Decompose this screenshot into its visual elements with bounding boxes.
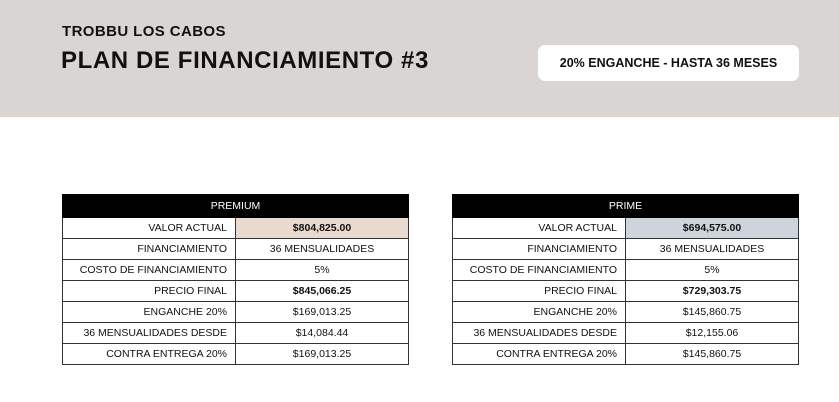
table-title: PREMIUM — [63, 195, 409, 218]
row-label: CONTRA ENTREGA 20% — [63, 344, 236, 365]
table-row — [63, 239, 409, 260]
table-row — [63, 281, 409, 302]
row-label: 36 MENSUALIDADES DESDE — [63, 323, 236, 344]
row-value: 5% — [626, 260, 799, 281]
table-row — [453, 281, 799, 302]
row-label: 36 MENSUALIDADES DESDE — [453, 323, 626, 344]
row-value: $145,860.75 — [626, 344, 799, 365]
table-row — [453, 323, 799, 344]
table-row — [63, 302, 409, 323]
table-row — [453, 239, 799, 260]
row-value: $169,013.25 — [236, 344, 409, 365]
row-label: COSTO DE FINANCIAMIENTO — [453, 260, 626, 281]
row-value: $729,303.75 — [626, 281, 799, 302]
row-value: 36 MENSUALIDADES — [236, 239, 409, 260]
row-label: FINANCIAMIENTO — [63, 239, 236, 260]
row-value: $169,013.25 — [236, 302, 409, 323]
row-label: PRECIO FINAL — [453, 281, 626, 302]
premium-table — [62, 194, 409, 365]
row-label: VALOR ACTUAL — [63, 218, 236, 239]
table-row — [453, 344, 799, 365]
table-row — [63, 218, 409, 239]
table-row — [63, 260, 409, 281]
row-label: VALOR ACTUAL — [453, 218, 626, 239]
prime-table — [452, 194, 799, 365]
row-label: PRECIO FINAL — [63, 281, 236, 302]
row-value: $845,066.25 — [236, 281, 409, 302]
row-value: $694,575.00 — [626, 218, 799, 239]
row-label: ENGANCHE 20% — [63, 302, 236, 323]
row-label: FINANCIAMIENTO — [453, 239, 626, 260]
header-banner — [0, 0, 839, 117]
row-value: 36 MENSUALIDADES — [626, 239, 799, 260]
row-label: CONTRA ENTREGA 20% — [453, 344, 626, 365]
row-value: $14,084.44 — [236, 323, 409, 344]
row-value: 5% — [236, 260, 409, 281]
terms-badge: 20% ENGANCHE - HASTA 36 MESES — [538, 45, 799, 81]
table-row — [453, 260, 799, 281]
table-row — [453, 218, 799, 239]
table-row — [453, 302, 799, 323]
row-value: $145,860.75 — [626, 302, 799, 323]
row-value: $12,155.06 — [626, 323, 799, 344]
table-row — [63, 344, 409, 365]
row-label: COSTO DE FINANCIAMIENTO — [63, 260, 236, 281]
row-value: $804,825.00 — [236, 218, 409, 239]
brand-name: TROBBU LOS CABOS — [62, 23, 226, 40]
table-row — [63, 323, 409, 344]
table-title: PRIME — [453, 195, 799, 218]
page-title: PLAN DE FINANCIAMIENTO #3 — [61, 47, 429, 74]
row-label: ENGANCHE 20% — [453, 302, 626, 323]
